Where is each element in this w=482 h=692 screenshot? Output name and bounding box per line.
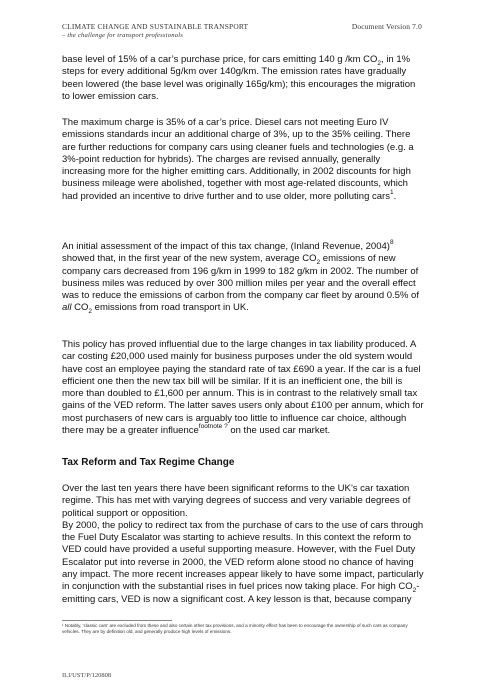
paragraph-policy-influence — [62, 339, 424, 437]
paragraph-text: emissions of new company cars decreased from 196 g/km in 1999 to 182 g/km in 2002. The number of business miles was reduced by over 300 million miles per year and the overall effect was to reduce the emissions of carbon from the company car fleet by around 0.5% of — [62, 253, 419, 302]
paragraph-text: Over the last ten years there have been significant reforms to the UK’s car taxation regime. This has met with varying degrees of success and very variable degrees of political support or opposition. — [62, 483, 411, 519]
paragraph-text: base level of 15% of a car’s purchase price, for cars emitting 140 g /km CO — [62, 54, 378, 65]
footnote-reference: footnote ? — [198, 422, 228, 430]
paragraph-text: This policy has proved influential due to the large changes in tax liability produced. A car costing £20,000 used mainly for business purposes under the old system would have cost an employee paying the standard rate of tax £690 a year. If the car is a fuel efficient one then the new tax bill will be similar. If it is an inefficient one, the bill is more than doubled to £1,600 per annum. This is in contrast to the relatively small tax gains of the VED reform. The latter saves users only about £100 per annum, which for most purchasers of new cars is arguably too little to influence car choice, although there may be a greater influence — [62, 339, 424, 437]
paragraph-text: By 2000, the policy to redirect tax from the purchase of cars to the use of cars through the Fuel Duty Escalator was starting to achieve results. In this context the reform to VED could have provided a useful supporting measure. However, with the Fuel Duty Escalator put into reverse in 2000, the VED reform alone stood no chance of having any impact. The more recent increases appear likely to have some impact, particularly in conjunction with the substantial rises in fuel prices now taking place. For high CO — [62, 519, 424, 593]
paragraph-text: The maximum charge is 35% of a car’s price. Diesel cars not meeting Euro IV emissions standards incur an additional charge of 3%, up to the 35% ceiling. There are further reductions for company cars using cleaner fuels and technologies (e.g. a 3%-point reduction for hybrids). The charges are revised annually, generally increasing more for the higher emitting cars. Additionally, in 2002 discounts for high business mileage were abolished, together with most age-related discounts, which had provided an incentive to drive further and to use older, more polluting cars — [62, 117, 414, 202]
subscript: 2 — [412, 587, 417, 595]
subscript: 2 — [316, 259, 321, 267]
paragraph-impact-assessment — [62, 238, 424, 316]
page-footer: ILI/UST/P/120808 — [62, 672, 112, 679]
footnote: ¹ Notably, ‘classic cars’ are excluded from these and also certain other tax provisions, and a minority effect has been to encourage the ownership of such cars as company vehicles. They are by definition old, and generally produce high levels of emissions. — [62, 623, 408, 634]
paragraph-text: on the used car market. — [227, 425, 331, 437]
paragraph-text: emissions from road transport in UK. — [92, 302, 249, 314]
header-subtitle: – the challenge for transport professionals — [62, 32, 183, 39]
section-heading: Tax Reform and Tax Regime Change — [62, 457, 235, 468]
document-version: Document Version 7.0 — [351, 22, 422, 31]
paragraph-maximum-charge — [62, 117, 424, 203]
paragraph-text: showed that, in the first year of the new system, average CO — [62, 253, 317, 265]
paragraph-text: CO — [71, 302, 89, 314]
paragraph-text: An initial assessment of the impact of this tax change, (Inland Revenue, 2004) — [62, 241, 390, 252]
citation-reference: 8 — [389, 238, 394, 246]
emphasis: all — [62, 302, 72, 314]
subscript: 2 — [377, 59, 382, 67]
footnote-reference: 1 — [389, 188, 394, 196]
paragraph-text: , in 1% steps for every additional 5g/km over 140g/km. The emission rates have gradually been lowered (the base level was originally 165g/km); this encourages the migration to lower emission cars. — [62, 54, 416, 102]
paragraph-text: -emitting cars, VED is now a significant cost. A key lesson is that, because company — [62, 581, 420, 605]
footnote-divider — [62, 620, 172, 621]
paragraph-tax-reform — [62, 483, 424, 606]
paragraph-text: . — [393, 190, 397, 202]
header-title: CLIMATE CHANGE AND SUSTAINABLE TRANSPORT — [62, 22, 249, 31]
paragraph-vat-rate — [62, 54, 424, 103]
subscript: 2 — [88, 308, 93, 316]
